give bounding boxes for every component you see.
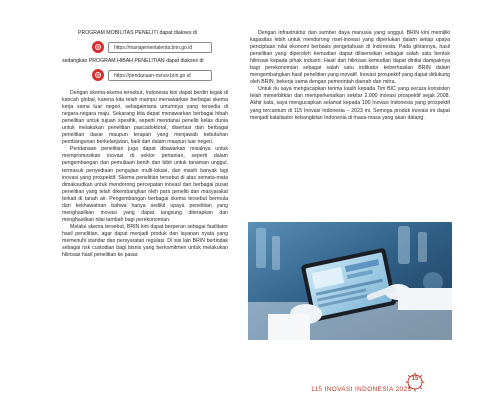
right-column bbox=[250, 30, 450, 122]
url-grant-link[interactable]: https://pendanaan-risnov.brin.go.id bbox=[108, 70, 212, 81]
url-mobility-link[interactable]: https://manajementalenta.brin.go.id bbox=[108, 42, 212, 53]
intro-grant: sedangkan PROGRAM HIBAH PENELITIAN dapat diakses di bbox=[62, 58, 204, 64]
publication-title: 115 INOVASI INDONESIA 2023 bbox=[311, 386, 412, 393]
left-column bbox=[62, 30, 228, 259]
left-paragraph-1: Dengan skema-skema tersebut, Indonesia kini dapat berdiri tegak di kancah global, karena kita telah mampu menawarkan berbagai skema kerja sama luar negeri, sebagaimana umumnya yang tersedia di negara-negara maju. Sekarang kita dapat menawarkan berbagai hibah penelitian untuk tujuan spesifik, seperti mendanai peneliti kelas dunia untuk melakukan penelitian pascadoktoral, disertasi dan berbagai penelitian dasar maupun terapan yang menjawab kebutuhan pembangunan berkelanjutan, baik dari dalam maupun luar negeri. bbox=[62, 90, 228, 146]
page-number: 15 bbox=[411, 376, 419, 382]
web-link-icon bbox=[92, 41, 104, 53]
right-paragraph-1: Dengan infrastruktur dan sumber daya manusia yang unggul, BRIN kini memiliki kapasitas lebih untuk mendorong riset-inovasi yang diperlukan dalam setiap upaya penciptaan nilai ekonomi berbasis pengetahuan di Indonesia. Pada gilirannya, hasil penelitian yang diperoleh kemudian dapat dilisensikan sebagai salah satu bentuk hilirisasi kepada pihak industri. Hasil dari hilirisasi kemudian dapat dinilai dampaknya bagi perekonomian sebagai salah satu indikator keberhasilan BRIN dalam mengembangkan hasil penelitian yang inovatif. Inovasi prospektif yang dapat didukung oleh BRIN, bekerja sama dengan pemerintah daerah dan mitra. bbox=[250, 30, 450, 86]
left-paragraph-2: Pendanaan penelitian juga dapat ditawarkan misalnya untuk mempromosikan inovasi di sektor pertanian, seperti dalam pengembangan dan pemuliaan benih dan bibit untuk tanaman unggul, termasuk penyediaan pengujian multi-lokasi, dan masih banyak lagi inovasi yang prospektif. Skema penelitian tersebut di atas semata-mata dimaksudkan untuk mendorong percepatan inovasi dari berbagai pusat penelitian yang telah dikembangkan oleh para peneliti dan masyarakat terkait di tanah air. Pengembangan berbagai skema tersebut bermula dari kekhawatiran bahwa hanya sedikit upaya penelitian yang menghasilkan inovasi yang dapat langsung diterapkan dan menghasilkan nilai tambah bagi perekonomian. bbox=[62, 146, 228, 223]
lab-tablet-photo bbox=[248, 222, 452, 340]
gear-badge-icon bbox=[404, 371, 426, 393]
url-row-grant[interactable] bbox=[92, 69, 228, 81]
intro-mobility: PROGRAM MOBILITAS PENELITI dapat diakses di bbox=[78, 30, 197, 36]
left-paragraph-3: Melalui skema tersebut, BRIN kini dapat berperan sebagai fasilitator hasil penelitian, agar dapat menjadi produk dan layanan nyata yang memenuhi standar dan persyaratan regulasi. Di sisi lain BRIN bertindak sebagai risk custodian bagi bisnis yang berkomitmen untuk melakukan hilirisasi hasil penelitian ke pasar. bbox=[62, 223, 228, 259]
url-row-mobility[interactable] bbox=[92, 41, 228, 53]
right-paragraph-2: Untuk itu saya mengucapkan terima kasih kepada Tim BIC yang secara konsisten telah menerbitkan dan memperkenalkan sekitar 2.000 inovasi prospektif sejak 2008. Akhir kata, saya mengucapkan selamat kepada 100 Inovasi Indonesia yang prospektif yang tercantum di 115 Inovasi Indonesia – 2023 ini. Semoga produk inovasi ini dapat menjadi katalisator kebangkitan Indonesia di masa-masa yang akan datang. bbox=[250, 86, 450, 121]
web-link-icon bbox=[92, 69, 104, 81]
